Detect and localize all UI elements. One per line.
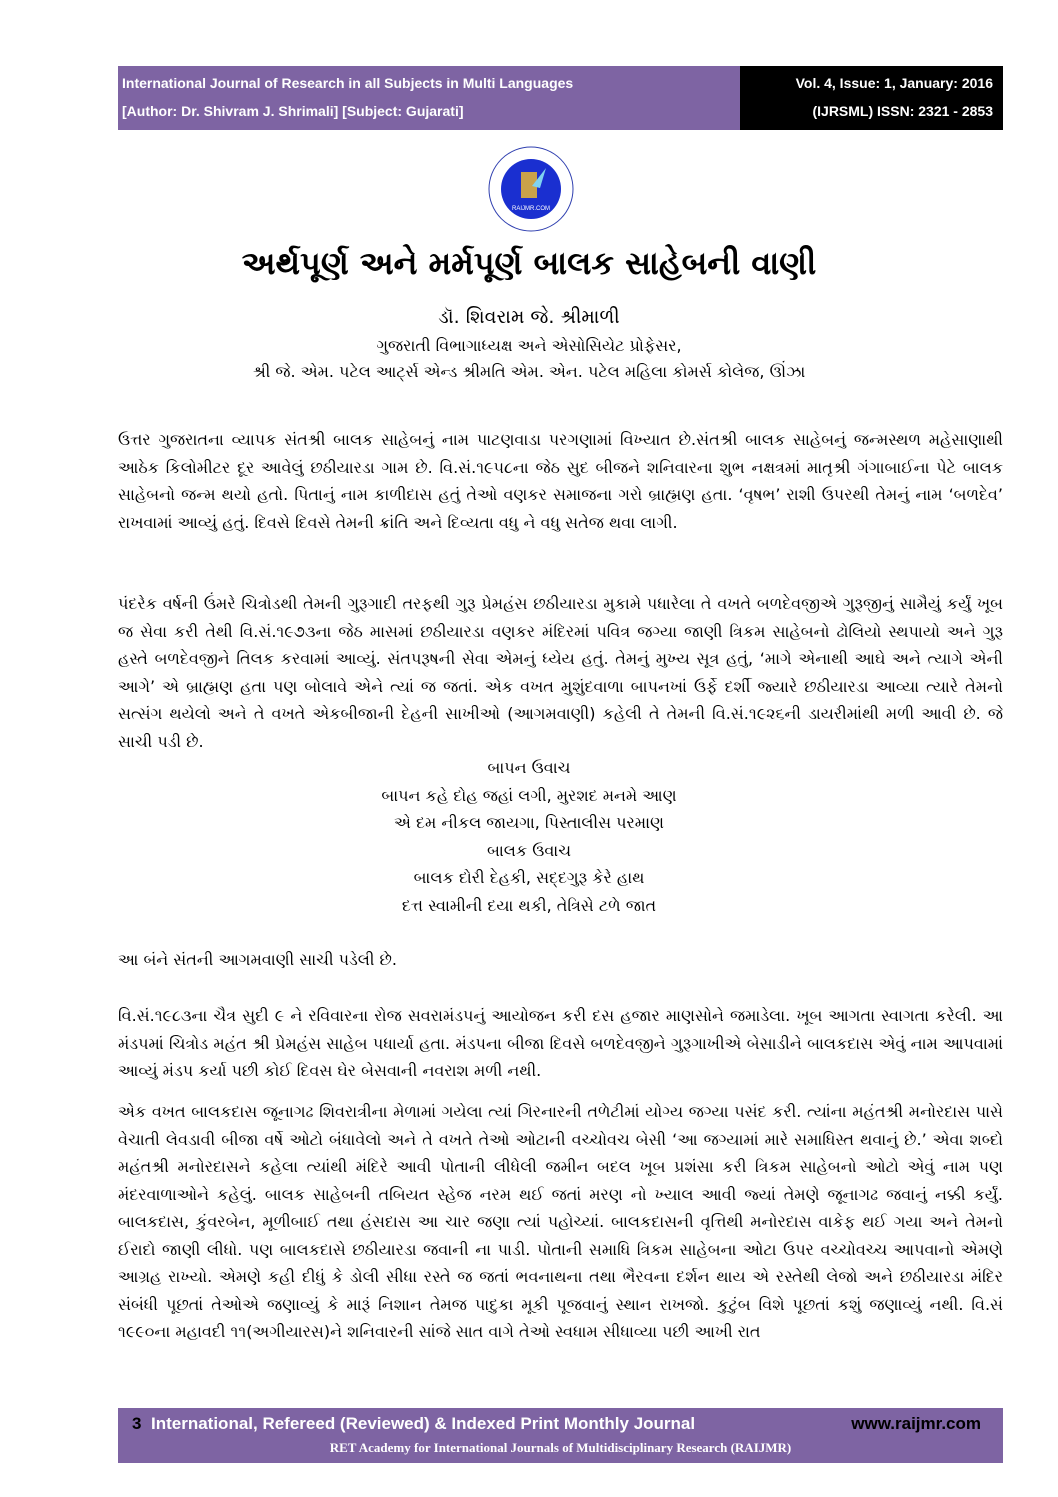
issn: (IJRSML) ISSN: 2321 - 2853 [812, 103, 993, 119]
poem-line: બાપન ઉવાચ [487, 758, 571, 777]
svg-text:RAIJMR.COM: RAIJMR.COM [512, 206, 550, 212]
author-designation: ગુજરાતી વિભાગાધ્યક્ષ અને એસોસિયેટ પ્રોફેસર, [376, 336, 682, 355]
paragraph-2: પંદરેક વર્ષની ઉંમરે ચિત્રોડથી તેમની ગુરૂગાદી તરફથી ગુરૂ પ્રેમહંસ છઠીયારડા મુકામે પધારેલા તે વખતે બળદેવજીએ ગુરૂજીનું સામૈયું કર્યું ખૂબ જ સેવા કરી તેથી વિ.સં.૧૯૭૩ના જેઠ માસમાં છઠીયારડા વણકર મંદિરમાં પવિત્ર જગ્યા જાણી ત્રિકમ સાહેબનો ઢોલિયો સ્થપાયો અને ગુરૂ હસ્તે બળદેવજીને તિલક કરવામાં આવ્યું. સંતપરૂષની સેવા એમનું ધ્યેય હતું. તેમનું મુખ્ય સૂત્ર હતું, ‘માગે એનાથી આઘે અને ત્યાગે એની આગે’ એ બ્રાહ્મણ હતા પણ બોલાવે એને ત્યાં જ જતાં. એક વખત મુશુંદવાળા બાપનખાં ઉર્ફે દર્શી જ્યારે છઠીયારડા આવ્યા ત્યારે તેમનો સત્સંગ થયેલો અને તે વખતે એકબીજાની દેહની સાખીઓ (આગમવાણી) કહેલી તે તેમની વિ.સં.૧૯૨૬ની ડાયરીમાંથી મળી આવી છે. જે સાચી પડી છે. [118, 594, 1003, 751]
author-institution: શ્રી જે. એમ. પટેલ આર્ટ્સ એન્ડ શ્રીમતિ એમ. એન. પટેલ મહિલા કોમર્સ કોલેજ, ઊંઝા [252, 362, 806, 381]
raijmr-logo [488, 146, 574, 232]
article-title: અર્થપૂર્ણ અને મર્મપૂર્ણ બાલક સાહેબની વાણી [241, 244, 817, 282]
paragraph-3: વિ.સં.૧૯૮૩ના ચૈત્ર સુદી ૯ ને રવિવારના રોજ સવરામંડપનું આયોજન કરી દસ હજાર માણસોને જમાડેલા. ખૂબ આગતા સ્વાગતા કરેલી. આ મંડપમાં ચિત્રોડ મહંત શ્રી પ્રેમહંસ સાહેબ પધાર્યા હતા. મંડપના બીજા દિવસે બળદેવજીને ગુરૂગાખીએ બેસાડીને બાલકદાસ એવું નામ આપવામાં આવ્યું મંડપ કર્યા પછી કોઈ દિવસ ઘેર બેસવાની નવરાશ મળી નથી. [118, 1006, 1003, 1080]
poem-line: બાલક ઉવાચ [486, 840, 572, 860]
author-name: ડૉ. શિવરામ જે. શ્રીમાળી [438, 306, 620, 328]
header-right-band [740, 66, 1003, 130]
journal-name: International Journal of Research in all Subjects in Multi Languages [122, 75, 574, 91]
footer-publisher: RET Academy for International Journals of Multidisciplinary Research (RAIJMR) [329, 1440, 792, 1455]
header-left-band [118, 66, 740, 130]
author-subject: [Author: Dr. Shivram J. Shrimali] [Subject: Gujarati] [122, 103, 464, 119]
paragraph-note: આ બંને સંતની આગમવાણી સાચી પડેલી છે. [118, 950, 397, 969]
poem-line: એ દમ નીકલ જાયગા, પિસ્તાલીસ પરમાણ [394, 813, 664, 832]
poem-line: બાલક દોરી દેહકી, સદ્દગુરૂ કેરે હાથ [413, 868, 645, 887]
journal-footer [118, 1408, 1003, 1463]
footer-url[interactable]: www.raijmr.com [851, 1414, 981, 1433]
poem-line: દત્ત સ્વામીની દયા થકી, તેત્રિસે ટળે જાત [401, 895, 657, 915]
paragraph-1: ઉત્તર ગુજરાતના વ્યાપક સંતશ્રી બાલક સાહેબનું નામ પાટણવાડા પરગણામાં વિખ્યાત છે.સંતશ્રી બાલક સાહેબનું જન્મસ્થળ મહેસાણાથી આઠેક કિલોમીટર દૂર આવેલું છઠીયારડા ગામ છે. વિ.સં.૧૯૫૮ના જેઠ સુદ બીજને શનિવારના શુભ નક્ષત્રમાં માતૃશ્રી ગંગાબાઈના પેટે બાલક સાહેબનો જન્મ થયો હતો. પિતાનું નામ કાળીદાસ હતું તેઓ વણકર સમાજના ગરો બ્રાહ્મણ હતા. ‘વૃષભ’ રાશી ઉપરથી તેમનું નામ ‘બળદેવ’ રાખવામાં આવ્યું હતું. દિવસે દિવસે તેમની ક્રાંતિ અને દિવ્યતા વધુ ને વધુ સતેજ થવા લાગી. [118, 430, 1003, 532]
journal-header [118, 66, 1003, 130]
footer-tagline: International, Refereed (Reviewed) & Indexed Print Monthly Journal [151, 1414, 696, 1433]
paragraph-4: એક વખત બાલકદાસ જૂનાગઢ શિવરાત્રીના મેળામાં ગયેલા ત્યાં ગિરનારની તળેટીમાં યોગ્ય જગ્યા પસંદ કરી. ત્યાંના મહંતશ્રી મનોરદાસ પાસે વેચાતી લેવડાવી બીજા વર્ષે ઓટો બંધાવેલો અને તે વખતે તેઓ ઓટાની વચ્ચોવચ બેસી ‘આ જગ્યામાં મારે સમાધિસ્ત થવાનું છે.’ એવા શબ્દો મહંતશ્રી મનોરદાસને કહેલા ત્યાંથી મંદિરે આવી પોતાની લીધેલી જમીન બદલ ખૂબ પ્રશંસા કરી ત્રિકમ સાહેબનો ઓટો એવું નામ પણ મંદરવાળાઓને કહેલું. બાલક સાહેબની તબિયત સ્હેજ નરમ થઈ જતાં મરણ નો ખ્યાલ આવી જ્યાં તેમણે જૂનાગઢ જવાનું નક્કી કર્યું. બાલકદાસ, કુંવરબેન, મૂળીબાઈ તથા હંસદાસ આ ચાર જણા ત્યાં પહોચ્યાં. બાલકદાસની વૃત્તિથી મનોરદાસ વાકેફ થઈ ગયા અને તેમનો ઈરાદો જાણી લીધો. પણ બાલકદાસે છઠીયારડા જવાની ના પાડી. પોતાની સમાધિ ત્રિકમ સાહેબના ઓટા ઉપર વચ્ચોવચ્ચ આપવાનો એમણે આગ્રહ રાખ્યો. એમણે કહી દીધું કે ડોલી સીધા રસ્તે જ જતાં ભવનાથના તથા ભૈરવના દર્શન થાય એ રસ્તેથી લેજો અને છઠીયારડા મંદિર સંબંધી પૂછતાં તેઓએ જણાવ્યું કે મારૂં નિશાન તેમજ પાદુકા મૂકી પૂજવાનું સ્થાન રાખજો. કુટુંબ વિશે પૂછતાં કશું જણાવ્યું નથી. વિ.સં ૧૯૯૦ના મહાવદી ૧૧(અગીયારસ)ને શનિવારની સાંજે સાત વાગે તેઓ સ્વધામ સીધાવ્યા પછી આખી રાત [118, 1102, 1003, 1341]
poem-line: બાપન કહે દોહ જહાં લગી, મુરશદ મનમે આણ [381, 785, 677, 805]
poem-block [0, 754, 1058, 919]
volume-issue: Vol. 4, Issue: 1, January: 2016 [795, 75, 993, 91]
page-number: 3 [132, 1414, 142, 1433]
